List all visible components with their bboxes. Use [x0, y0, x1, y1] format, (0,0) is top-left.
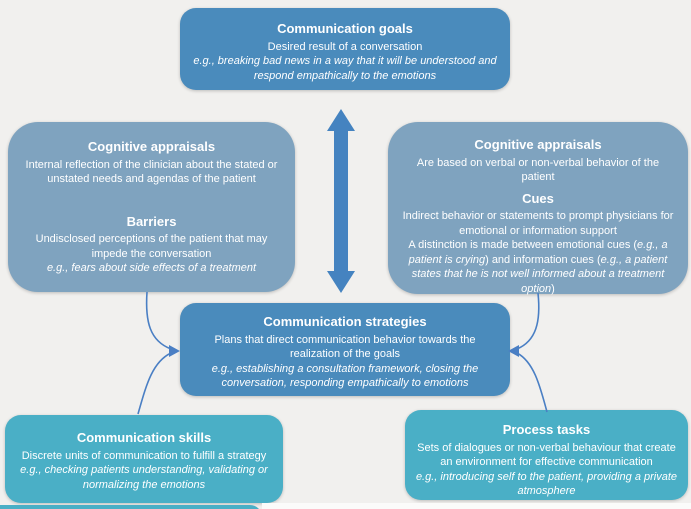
cues-detail-post: ): [551, 282, 555, 295]
cues-desc: Indirect behavior or statements to prompt physicians for emotional or information support: [402, 210, 674, 237]
connector-right-bottom: [517, 353, 547, 412]
barriers-title: Barriers: [126, 213, 177, 229]
skills-title: Communication skills: [76, 430, 212, 445]
box-cognitive-appraisals-patient: [388, 122, 688, 294]
box-communication-goals: [180, 8, 510, 90]
cues-title: Cues: [522, 190, 554, 206]
bottom-background-strip: [262, 503, 691, 509]
skills-example: e.g., checking patients understanding, validating or normalizing the emotions: [20, 464, 268, 491]
box-process-tasks: [405, 410, 688, 500]
barriers-desc: Undisclosed perceptions of the patient that may impede the conversation: [35, 233, 268, 260]
box-communication-skills: [5, 415, 283, 503]
spacer: [22, 187, 281, 213]
appraisals-right-title: Cognitive appraisals: [474, 137, 602, 152]
strategies-example: e.g., establishing a consultation framework, closing the conversation, responding empathically to emotions: [211, 362, 479, 390]
bidirectional-arrow-goals-strategies: [327, 109, 355, 293]
cues-detail-mid: ) and information cues (: [485, 253, 601, 266]
connector-left-top: [147, 292, 171, 349]
appraisals-right-desc: Are based on verbal or non-verbal behavior of the patient: [416, 156, 660, 184]
box-cognitive-appraisals-clinician: [8, 122, 295, 292]
barriers-example: e.g., fears about side effects of a treatment: [46, 262, 257, 275]
goals-example: e.g., breaking bad news in a way that it will be understood and respond empathically to the emotions: [193, 55, 497, 82]
appraisals-left-desc: Internal reflection of the clinician about the stated or unstated needs and agendas of the patient: [25, 158, 278, 186]
skills-desc: Discrete units of communication to fulfill a strategy: [21, 449, 267, 462]
goals-desc: Desired result of a conversation: [267, 40, 423, 53]
box-communication-strategies: [180, 303, 510, 396]
connector-left-bottom: [138, 353, 171, 414]
arrowhead-left: [169, 345, 180, 357]
process-desc: Sets of dialogues or non-verbal behaviour that create an environment for effective communication: [417, 441, 676, 469]
cues-detail-information-example: e.g., a patient states that he is not well informed about a treatment option: [411, 253, 668, 295]
goals-title: Communication goals: [277, 21, 413, 36]
partial-box-bottom-edge: [0, 505, 262, 509]
connector-right-top: [517, 293, 539, 349]
cues-detail: [400, 238, 676, 296]
process-example: e.g., introducing self to the patient, providing a private atmosphere: [415, 470, 678, 498]
cues-detail-emotional-example: e.g., a patient is crying: [408, 239, 668, 266]
strategies-title: Communication strategies: [263, 314, 427, 329]
strategies-desc: Plans that direct communication behavior towards the realization of the goals: [214, 333, 476, 361]
process-title: Process tasks: [502, 422, 591, 437]
cues-detail-pre: A distinction is made between emotional cues (: [408, 239, 638, 252]
appraisals-left-title: Cognitive appraisals: [87, 139, 216, 154]
